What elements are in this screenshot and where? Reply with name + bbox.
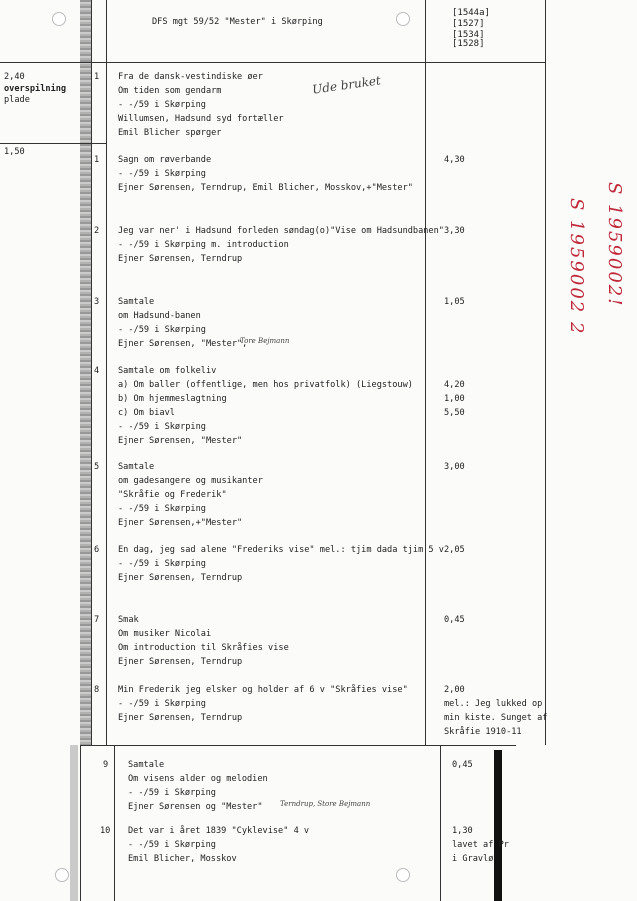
entry-duration: 5,50 (444, 408, 465, 418)
entry-line: Ejner Sørensen, Terndrup (118, 573, 243, 583)
red-stamp-1: S 1959002! (604, 182, 625, 308)
entry-line: Samtale (118, 297, 155, 307)
entry-line: Ejner Sørensen,+"Mester" (118, 518, 243, 528)
handwritten-note-entry3: Tore Bejmann (240, 337, 290, 345)
margin-block-2: 1,50 (4, 147, 25, 157)
entry-duration: mel.: Jeg lukked op (444, 699, 543, 709)
entry-line: Ejner Sørensen, "Mester" (118, 436, 243, 446)
entry-line: Sagn om røverbande (118, 155, 212, 165)
entry-duration: 3,00 (444, 462, 465, 472)
entry-duration: min kiste. Sunget af (444, 713, 548, 723)
rule-lower-duration (440, 745, 441, 901)
rule-right (545, 0, 546, 745)
entry-line: Samtale (128, 760, 165, 770)
entry-line: Om tiden som gendarm (118, 86, 222, 96)
entry-line: - -/59 i Skørping (118, 325, 206, 335)
entry-number: 10 (100, 826, 111, 836)
entry-duration: 2,05 (444, 545, 465, 555)
entry-line: Emil Blicher, Mosskov (128, 854, 237, 864)
rule-lower-left (80, 745, 81, 901)
entry-line: a) Om baller (offentlige, men hos privatfolk) (Liegstouw) (118, 380, 413, 390)
ref-2: [1527] (452, 19, 485, 29)
entry-number: 3 (94, 297, 100, 307)
entry-line: - -/59 i Skørping m. introduction (118, 240, 289, 250)
handwritten-note-top: Ude bruket (311, 73, 382, 97)
entry-line: - -/59 i Skørping (118, 169, 206, 179)
ref-1: [1544a] (452, 8, 490, 18)
margin-block-1 (4, 72, 66, 107)
entry-line: Jeg var ner' i Hadsund forleden søndag(o)"Vise om Hadsundbanen" (118, 226, 444, 236)
entry-number: 6 (94, 545, 100, 555)
entry-line: Ejner Sørensen, Terndrup (118, 254, 243, 264)
entry-line: Willumsen, Hadsund syd fortæller (118, 114, 284, 124)
rule-block2 (0, 143, 106, 144)
entry-line: om gadesangere og musikanter (118, 476, 263, 486)
entry-line: Smak (118, 615, 139, 625)
entry-line: b) Om hjemmeslagtning (118, 394, 227, 404)
entry-line: - -/59 i Skørping (118, 699, 206, 709)
margin-value: 2,40 (4, 72, 25, 82)
entry-line: c) Om biavl (118, 408, 175, 418)
entry-line: Samtale om folkeliv (118, 366, 217, 376)
entry-number: 5 (94, 462, 100, 472)
entry-line: Om introduction til Skråfies vise (118, 643, 289, 653)
entry-line: Det var i året 1839 "Cyklevise" 4 v (128, 826, 310, 836)
entry-line: Emil Blicher spørger (118, 128, 222, 138)
punch-hole-top-right (396, 12, 410, 26)
handwritten-note-entry9: Terndrup, Store Bejmann (280, 800, 371, 808)
entry-number: 7 (94, 615, 100, 625)
entry-duration: 4,30 (444, 155, 465, 165)
entry-line: Min Frederik jeg elsker og holder af 6 v "Skråfies vise" (118, 685, 408, 695)
margin-note: overspilning (4, 83, 67, 94)
entry-number: 8 (94, 685, 100, 695)
entry-number: 1 (94, 72, 100, 82)
rule-page-break (80, 745, 516, 746)
entry-line: - -/59 i Skørping (118, 559, 206, 569)
red-stamp-2: S 1959002 2 (566, 198, 587, 336)
ref-3: [1534] (452, 30, 485, 40)
ref-4: [1528] (452, 39, 485, 49)
punch-hole-bottom-left (55, 868, 69, 882)
entry-line: Om visens alder og melodien (128, 774, 268, 784)
entry-line: - -/59 i Skørping (118, 422, 206, 432)
punch-hole-bottom-right (396, 868, 410, 882)
margin-label: plade (4, 95, 30, 105)
scan-dark-edge (494, 750, 502, 901)
entry-duration: 1,30 (452, 826, 473, 836)
entry-line: Ejner Sørensen, Terndrup (118, 713, 243, 723)
entry-line: - -/59 i Skørping (128, 840, 216, 850)
entry-line: - -/59 i Skørping (128, 788, 216, 798)
entry-duration: 0,45 (452, 760, 473, 770)
entry-line: - -/59 i Skørping (118, 100, 206, 110)
entry-duration: 3,30 (444, 226, 465, 236)
ref-numbers (452, 8, 490, 50)
entry-duration: 0,45 (444, 615, 465, 625)
rule-number (106, 0, 107, 745)
entry-duration: lavet af Pr (452, 840, 509, 850)
scan-shadow-lower (70, 745, 78, 901)
entry-line: Ejner Sørensen, Terndrup, Emil Blicher, Mosskov,+"Mester" (118, 183, 413, 193)
entry-line: om Hadsund-banen (118, 311, 201, 321)
entry-line: Ejner Sørensen, "Mester", (118, 339, 248, 349)
entry-duration: 2,00 (444, 685, 465, 695)
entry-line: Ejner Sørensen, Terndrup (118, 657, 243, 667)
entry-duration: 4,20 (444, 380, 465, 390)
entry-line: Ejner Sørensen og "Mester" (128, 802, 263, 812)
entry-number: 4 (94, 366, 100, 376)
entry-line: - -/59 i Skørping (118, 504, 206, 514)
punch-hole-top-left (52, 12, 66, 26)
header-title: DFS mgt 59/52 "Mester" i Skørping (152, 17, 323, 27)
entry-duration: Skråfie 1910-11 (444, 727, 522, 737)
entry-number: 2 (94, 226, 100, 236)
entry-line: "Skråfie og Frederik" (118, 490, 227, 500)
entry-line: Om musiker Nicolai (118, 629, 212, 639)
entry-number: 1 (94, 155, 100, 165)
entry-duration: 1,00 (444, 394, 465, 404)
rule-lower-number (114, 745, 115, 901)
rule-header (0, 62, 546, 63)
rule-left (91, 0, 92, 745)
rule-duration (425, 0, 426, 745)
entry-duration: 1,05 (444, 297, 465, 307)
entry-line: En dag, jeg sad alene "Frederiks vise" mel.: tjim dada tjim 5 v (118, 545, 444, 555)
entry-line: Fra de dansk-vestindiske øer (118, 72, 263, 82)
entry-duration: i Gravlø (452, 854, 494, 864)
entry-number: 9 (103, 760, 109, 770)
entry-line: Samtale (118, 462, 155, 472)
